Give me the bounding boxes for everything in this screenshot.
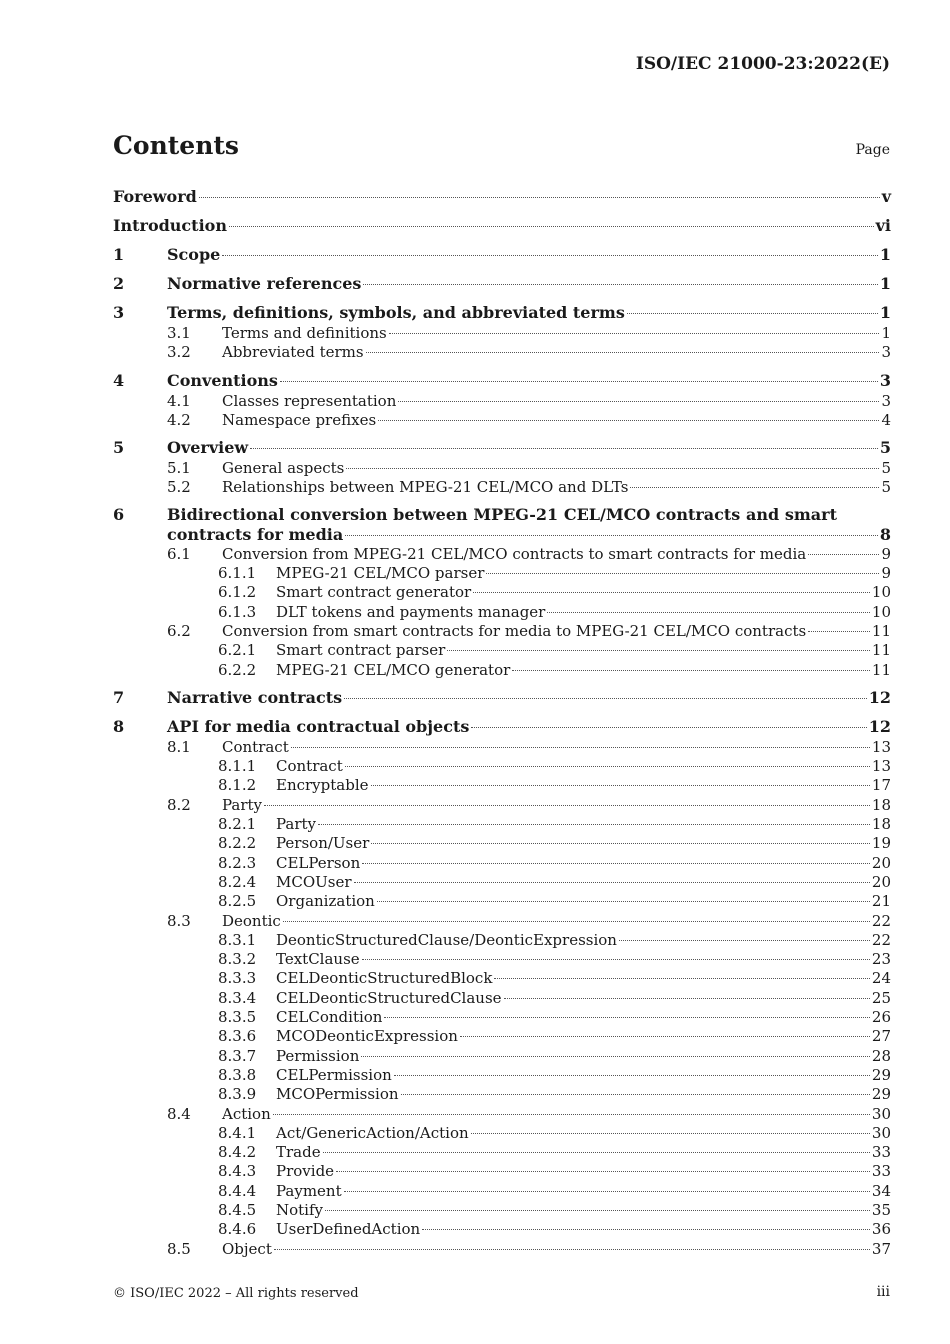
- toc-entry-title: MPEG-21 CEL/MCO parser: [276, 564, 485, 583]
- toc-entry-8-4-4[interactable]: [113, 1182, 891, 1201]
- toc-entry-1[interactable]: [113, 244, 891, 266]
- dot-leader: [344, 698, 867, 699]
- dot-leader: [346, 468, 879, 469]
- toc-entry-8-4-2[interactable]: [113, 1143, 891, 1162]
- toc-entry-page: 33: [871, 1162, 891, 1181]
- dot-leader: [401, 1094, 870, 1095]
- toc-entry-title: Conventions: [167, 370, 278, 390]
- toc-entry-page: 8: [879, 524, 891, 544]
- toc-entry-page: 4: [881, 410, 891, 429]
- toc-entry-title: Overview: [167, 438, 249, 458]
- toc-entry-title: Permission: [276, 1046, 360, 1065]
- copyright-notice: © ISO/IEC 2022 – All rights reserved: [113, 1286, 359, 1301]
- dot-leader: [389, 333, 879, 334]
- toc-entry-page: 13: [871, 757, 891, 776]
- toc-entry-8[interactable]: [113, 716, 891, 738]
- toc-entry-page: 17: [871, 776, 891, 795]
- toc-entry-number: 8.3.2: [218, 950, 257, 969]
- toc-entry-4[interactable]: [113, 370, 891, 392]
- toc-entry-number: 8.5: [167, 1239, 191, 1258]
- dot-leader: [345, 766, 870, 767]
- toc-entry-8-2[interactable]: [113, 796, 891, 815]
- toc-entry-title: Party: [276, 815, 317, 834]
- dot-leader: [229, 226, 874, 227]
- toc-entry-title: Introduction: [113, 216, 227, 235]
- toc-entry-page: v: [881, 187, 891, 206]
- toc-entry-title: Foreword: [113, 187, 197, 206]
- dot-leader: [486, 573, 879, 574]
- dot-leader: [447, 650, 870, 651]
- toc-entry-page: 5: [881, 459, 891, 478]
- toc-entry-6-1-1[interactable]: [113, 564, 891, 583]
- dot-leader: [325, 1210, 870, 1211]
- toc-entry-title: MCOPermission: [276, 1085, 399, 1104]
- dot-leader: [384, 1017, 869, 1018]
- dot-leader: [398, 401, 879, 402]
- toc-entry-number: 7: [113, 687, 125, 707]
- dot-leader: [354, 882, 870, 883]
- toc-entry-number: 8.3.6: [218, 1027, 257, 1046]
- toc-entry-page: 11: [871, 621, 891, 640]
- toc-entry-8-1[interactable]: [113, 738, 891, 757]
- dot-leader: [280, 381, 878, 382]
- dot-leader: [362, 959, 870, 960]
- toc-entry-title: Narrative contracts: [167, 687, 343, 707]
- toc-entry-number: 8.2: [167, 795, 191, 814]
- toc-entry-6-2-1[interactable]: [113, 641, 891, 660]
- toc-entry-number: 4: [113, 370, 125, 390]
- toc-entry-8-2-1[interactable]: [113, 815, 891, 834]
- toc-entry-number: 8.4.6: [218, 1220, 257, 1239]
- toc-entry-title: UserDefinedAction: [276, 1220, 421, 1239]
- toc-entry-title: MCOUser: [276, 872, 352, 891]
- toc-entry-8-3-6[interactable]: [113, 1027, 891, 1046]
- toc-entry-title: Conversion from MPEG-21 CEL/MCO contracts to smart contracts for media: [222, 544, 807, 563]
- toc-entry-8-2-4[interactable]: [113, 873, 891, 892]
- toc-entry-title: MCODeonticExpression: [276, 1027, 458, 1046]
- toc-entry-8-4-5[interactable]: [113, 1201, 891, 1220]
- toc-entry-title: Trade: [276, 1143, 321, 1162]
- toc-entry-8-3[interactable]: [113, 912, 891, 931]
- toc-entry-page: 22: [871, 911, 891, 930]
- toc-entry-title: Normative references: [167, 274, 362, 293]
- toc-entry-page: vi: [875, 216, 891, 235]
- toc-entry-8-3-8[interactable]: [113, 1066, 891, 1085]
- toc-entry-page: 23: [871, 950, 891, 969]
- page-number: iii: [876, 1284, 890, 1300]
- toc-entry-number: 8.3.4: [218, 988, 257, 1007]
- dot-leader: [627, 313, 878, 314]
- toc-entry-page: 19: [871, 834, 891, 853]
- toc-entry-number: 6.1.2: [218, 583, 257, 602]
- toc-entry-title: Relationships between MPEG-21 CEL/MCO and DLTs: [222, 478, 629, 497]
- toc-entry-number: 6.1: [167, 544, 191, 563]
- toc-entry-number: 8.2.2: [218, 834, 257, 853]
- dot-leader: [199, 197, 880, 198]
- toc-entry-page: 35: [871, 1200, 891, 1219]
- toc-entry-page: 3: [879, 370, 891, 390]
- toc-entry-page: 21: [871, 892, 891, 911]
- toc-entry-8-3-1[interactable]: [113, 931, 891, 950]
- toc-entry-page: 12: [868, 716, 891, 736]
- toc-entry-3-1[interactable]: [113, 324, 891, 343]
- toc-entry-number: 3.1: [167, 324, 191, 342]
- toc-entry-title: Action: [222, 1104, 271, 1123]
- dot-leader: [512, 670, 870, 671]
- toc-entry-8-3-3[interactable]: [113, 969, 891, 988]
- standard-id: ISO/IEC 21000-23:2022(E): [635, 54, 890, 74]
- toc-entry-page: 26: [871, 1008, 891, 1027]
- toc-entry-title: CELCondition: [276, 1008, 383, 1027]
- toc-entry-title: CELPermission: [276, 1065, 392, 1084]
- dot-leader: [363, 284, 877, 285]
- toc-entry-4-2[interactable]: [113, 411, 891, 430]
- toc-entry-title: Act/GenericAction/Action: [276, 1123, 469, 1142]
- dot-leader: [471, 1133, 870, 1134]
- toc-entry-title: Encryptable: [276, 776, 369, 795]
- toc-entry-page: 20: [871, 872, 891, 891]
- toc-entry-number: 8.3: [167, 911, 191, 930]
- toc-entry-6-1-3[interactable]: [113, 603, 891, 622]
- toc-entry-title: CELDeonticStructuredClause: [276, 988, 502, 1007]
- dot-leader: [547, 612, 870, 613]
- toc-entry-8-4-3[interactable]: [113, 1162, 891, 1181]
- toc-entry-number: 8.3.1: [218, 930, 257, 949]
- toc-entry-title: Organization: [276, 892, 375, 911]
- toc-entry-8-2-3[interactable]: [113, 854, 891, 873]
- toc-entry-number: 8.4.5: [218, 1200, 257, 1219]
- table-of-contents: [113, 186, 891, 1259]
- toc-entry-title: Deontic: [222, 911, 281, 930]
- dot-leader: [377, 901, 870, 902]
- toc-entry-number: 8.1: [167, 737, 191, 756]
- toc-entry-number: 1: [113, 245, 125, 264]
- toc-entry-title: Terms, definitions, symbols, and abbreviated terms: [167, 303, 625, 322]
- toc-entry-8-4-6[interactable]: [113, 1220, 891, 1239]
- toc-entry-title: Classes representation: [222, 391, 397, 410]
- toc-entry-8-3-5[interactable]: [113, 1008, 891, 1027]
- toc-entry-title: API for media contractual objects: [167, 716, 470, 736]
- toc-entry-page: 1: [879, 245, 891, 264]
- toc-entry-8-3-4[interactable]: [113, 989, 891, 1008]
- toc-entry-6-2-2[interactable]: [113, 661, 891, 680]
- toc-entry-page: 29: [871, 1065, 891, 1084]
- toc-entry-title: Contract: [276, 757, 343, 776]
- dot-leader: [366, 352, 879, 353]
- toc-entry-number: 6: [113, 504, 125, 524]
- dot-leader: [619, 940, 870, 941]
- toc-entry-title: TextClause: [276, 950, 360, 969]
- toc-entry-7[interactable]: [113, 687, 891, 709]
- toc-entry-page: 36: [871, 1220, 891, 1239]
- toc-entry-number: 5.1: [167, 459, 191, 478]
- toc-entry-number: 2: [113, 274, 125, 293]
- toc-entry-title: DeonticStructuredClause/DeonticExpression: [276, 930, 617, 949]
- toc-entry-page: 18: [871, 815, 891, 834]
- toc-entry-page: 10: [871, 583, 891, 602]
- dot-leader: [422, 1229, 870, 1230]
- toc-entry-number: 8.3.5: [218, 1008, 257, 1027]
- toc-entry-page: 1: [879, 303, 891, 322]
- toc-entry-number: 8.1.2: [218, 776, 257, 795]
- toc-entry-number: 8.4.1: [218, 1123, 257, 1142]
- dot-leader: [473, 592, 870, 593]
- toc-entry-8-3-9[interactable]: [113, 1085, 891, 1104]
- dot-leader: [274, 1249, 870, 1250]
- toc-entry-title: CELPerson: [276, 853, 361, 872]
- dot-leader: [336, 1171, 870, 1172]
- toc-entry-8-1-1[interactable]: [113, 757, 891, 776]
- toc-entry-number: 8.2.3: [218, 853, 257, 872]
- toc-entry-number: 8.4.2: [218, 1143, 257, 1162]
- toc-entry-8-4[interactable]: [113, 1105, 891, 1124]
- toc-entry-page: 34: [871, 1181, 891, 1200]
- toc-entry-title-line1: Bidirectional conversion between MPEG-21 CEL/MCO contracts and smart: [167, 504, 837, 524]
- toc-entry-number: 8.3.9: [218, 1085, 257, 1104]
- toc-entry-page: 28: [871, 1046, 891, 1065]
- toc-entry-title: Contract: [222, 737, 289, 756]
- toc-entry-page: 13: [871, 737, 891, 756]
- toc-entry-number: 4.1: [167, 391, 191, 410]
- dot-leader: [504, 998, 870, 999]
- toc-entry-2[interactable]: [113, 273, 891, 295]
- toc-entry-page: 37: [871, 1239, 891, 1258]
- toc-entry-number: 5.2: [167, 478, 191, 497]
- toc-entry-number: 6.2.2: [218, 660, 257, 679]
- dot-leader: [291, 747, 870, 748]
- toc-entry-title: Namespace prefixes: [222, 410, 377, 429]
- toc-entry-page: 33: [871, 1143, 891, 1162]
- toc-entry-8-1-2[interactable]: [113, 776, 891, 795]
- toc-entry-page: 22: [871, 930, 891, 949]
- toc-entry-number: 8.3.3: [218, 969, 257, 988]
- toc-entry-page: 24: [871, 969, 891, 988]
- dot-leader: [273, 1114, 870, 1115]
- toc-entry-title: Scope: [167, 245, 221, 264]
- toc-entry-page: 9: [881, 544, 891, 563]
- toc-entry-8-3-7[interactable]: [113, 1047, 891, 1066]
- toc-entry-number: 8.1.1: [218, 757, 257, 776]
- toc-entry-number: 4.2: [167, 410, 191, 429]
- toc-entry-page: 9: [881, 564, 891, 583]
- toc-entry-5-2[interactable]: [113, 478, 891, 497]
- toc-entry-page: 1: [881, 324, 891, 342]
- toc-entry-number: 6.1.3: [218, 602, 257, 621]
- dot-leader: [222, 255, 878, 256]
- toc-entry-title: Smart contract generator: [276, 583, 472, 602]
- dot-leader: [808, 631, 870, 632]
- toc-entry-8-3-2[interactable]: [113, 950, 891, 969]
- toc-entry-number: 8.3.7: [218, 1046, 257, 1065]
- toc-entry-number: 6.1.1: [218, 564, 257, 583]
- toc-entry-title: Abbreviated terms: [222, 343, 364, 362]
- toc-entry-8-5[interactable]: [113, 1240, 891, 1259]
- dot-leader: [494, 978, 869, 979]
- toc-entry-number: 8.3.8: [218, 1065, 257, 1084]
- toc-entry-page: 1: [879, 274, 891, 293]
- dot-leader: [394, 1075, 870, 1076]
- toc-entry-title: Person/User: [276, 834, 370, 853]
- toc-entry-page: 3: [881, 391, 891, 410]
- toc-entry-4-1[interactable]: [113, 392, 891, 411]
- toc-entry-number: 5: [113, 438, 125, 458]
- toc-entry-number: 8.2.5: [218, 892, 257, 911]
- dot-leader: [323, 1152, 870, 1153]
- toc-entry-number: 3: [113, 303, 125, 322]
- toc-entry-number: 8.2.4: [218, 872, 257, 891]
- toc-entry-page: 29: [871, 1085, 891, 1104]
- dot-leader: [362, 863, 870, 864]
- toc-entry-5-1[interactable]: [113, 459, 891, 478]
- toc-entry-title: Conversion from smart contracts for media to MPEG-21 CEL/MCO contracts: [222, 621, 807, 640]
- dot-leader: [371, 843, 870, 844]
- toc-entry-title: Object: [222, 1239, 272, 1258]
- toc-entry-3-2[interactable]: [113, 343, 891, 362]
- page-title: Contents: [113, 131, 240, 160]
- toc-entry-number: 8.4.4: [218, 1181, 257, 1200]
- toc-entry-title: MPEG-21 CEL/MCO generator: [276, 660, 511, 679]
- toc-entry-page: 12: [868, 687, 891, 707]
- toc-entry-title: DLT tokens and payments manager: [276, 602, 546, 621]
- dot-leader: [264, 805, 870, 806]
- toc-entry-page: 27: [871, 1027, 891, 1046]
- dot-leader: [378, 420, 879, 421]
- toc-entry-number: 6.2: [167, 621, 191, 640]
- dot-leader: [460, 1036, 870, 1037]
- toc-entry-8-2-2[interactable]: [113, 834, 891, 853]
- toc-entry-6-1[interactable]: [113, 545, 891, 564]
- toc-entry-introduction[interactable]: [113, 215, 891, 237]
- toc-entry-foreword[interactable]: [113, 186, 891, 208]
- toc-entry-title: Smart contract parser: [276, 641, 446, 660]
- toc-entry-number: 8: [113, 716, 125, 736]
- toc-entry-number: 8.4: [167, 1104, 191, 1123]
- dot-leader: [283, 921, 870, 922]
- toc-entry-page: 11: [871, 641, 891, 660]
- dot-leader: [808, 554, 879, 555]
- toc-entry-title: Notify: [276, 1200, 324, 1219]
- toc-entry-page: 5: [881, 478, 891, 497]
- toc-entry-number: 6.2.1: [218, 641, 257, 660]
- toc-entry-title-line2: contracts for media: [167, 524, 344, 544]
- dot-leader: [318, 824, 870, 825]
- toc-entry-title: Provide: [276, 1162, 335, 1181]
- page-column-label: Page: [855, 142, 890, 158]
- toc-entry-6[interactable]: [113, 505, 891, 545]
- toc-entry-3[interactable]: [113, 302, 891, 324]
- toc-entry-page: 20: [871, 853, 891, 872]
- dot-leader: [361, 1056, 870, 1057]
- toc-entry-page: 30: [871, 1123, 891, 1142]
- toc-entry-page: 11: [871, 660, 891, 679]
- toc-entry-page: 5: [879, 438, 891, 458]
- dot-leader: [371, 785, 870, 786]
- toc-entry-8-4-1[interactable]: [113, 1124, 891, 1143]
- dot-leader: [345, 535, 878, 536]
- toc-entry-number: 8.4.3: [218, 1162, 257, 1181]
- toc-entry-page: 25: [871, 988, 891, 1007]
- dot-leader: [344, 1191, 870, 1192]
- toc-entry-title: Party: [222, 795, 263, 814]
- toc-entry-5[interactable]: [113, 437, 891, 459]
- toc-entry-title: CELDeonticStructuredBlock: [276, 969, 493, 988]
- toc-entry-title: Terms and definitions: [222, 324, 387, 342]
- toc-entry-title: Payment: [276, 1181, 342, 1200]
- dot-leader: [250, 448, 878, 449]
- toc-entry-page: 30: [871, 1104, 891, 1123]
- toc-entry-6-1-2[interactable]: [113, 583, 891, 602]
- toc-entry-page: 10: [871, 602, 891, 621]
- toc-entry-number: 8.2.1: [218, 815, 257, 834]
- toc-entry-6-2[interactable]: [113, 622, 891, 641]
- toc-entry-page: 3: [881, 343, 891, 362]
- dot-leader: [630, 487, 879, 488]
- toc-entry-title: General aspects: [222, 459, 345, 478]
- toc-entry-page: 18: [871, 795, 891, 814]
- dot-leader: [471, 727, 866, 728]
- toc-entry-number: 3.2: [167, 343, 191, 362]
- toc-entry-8-2-5[interactable]: [113, 892, 891, 911]
